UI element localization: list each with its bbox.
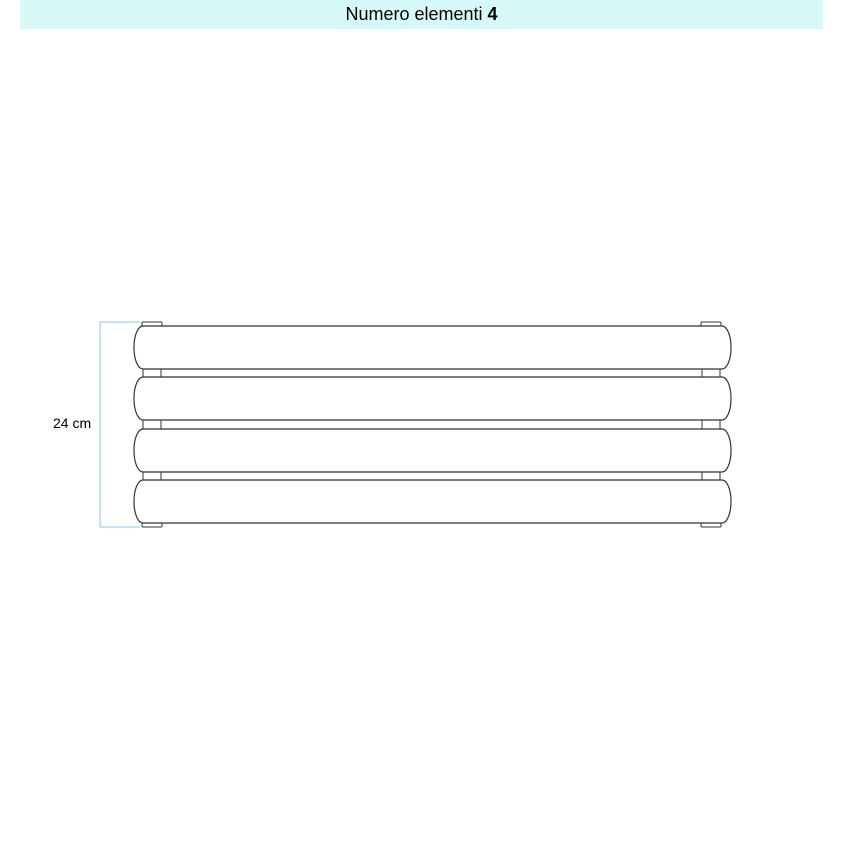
radiator-tubes (134, 326, 731, 523)
element-count: 4 (487, 4, 498, 24)
height-label: 24 cm (53, 415, 92, 431)
tube-1 (134, 326, 731, 369)
tube-2 (134, 377, 731, 420)
tube-4 (134, 480, 731, 523)
tube-3 (134, 429, 731, 472)
header-label: Numero elementi (345, 4, 483, 24)
